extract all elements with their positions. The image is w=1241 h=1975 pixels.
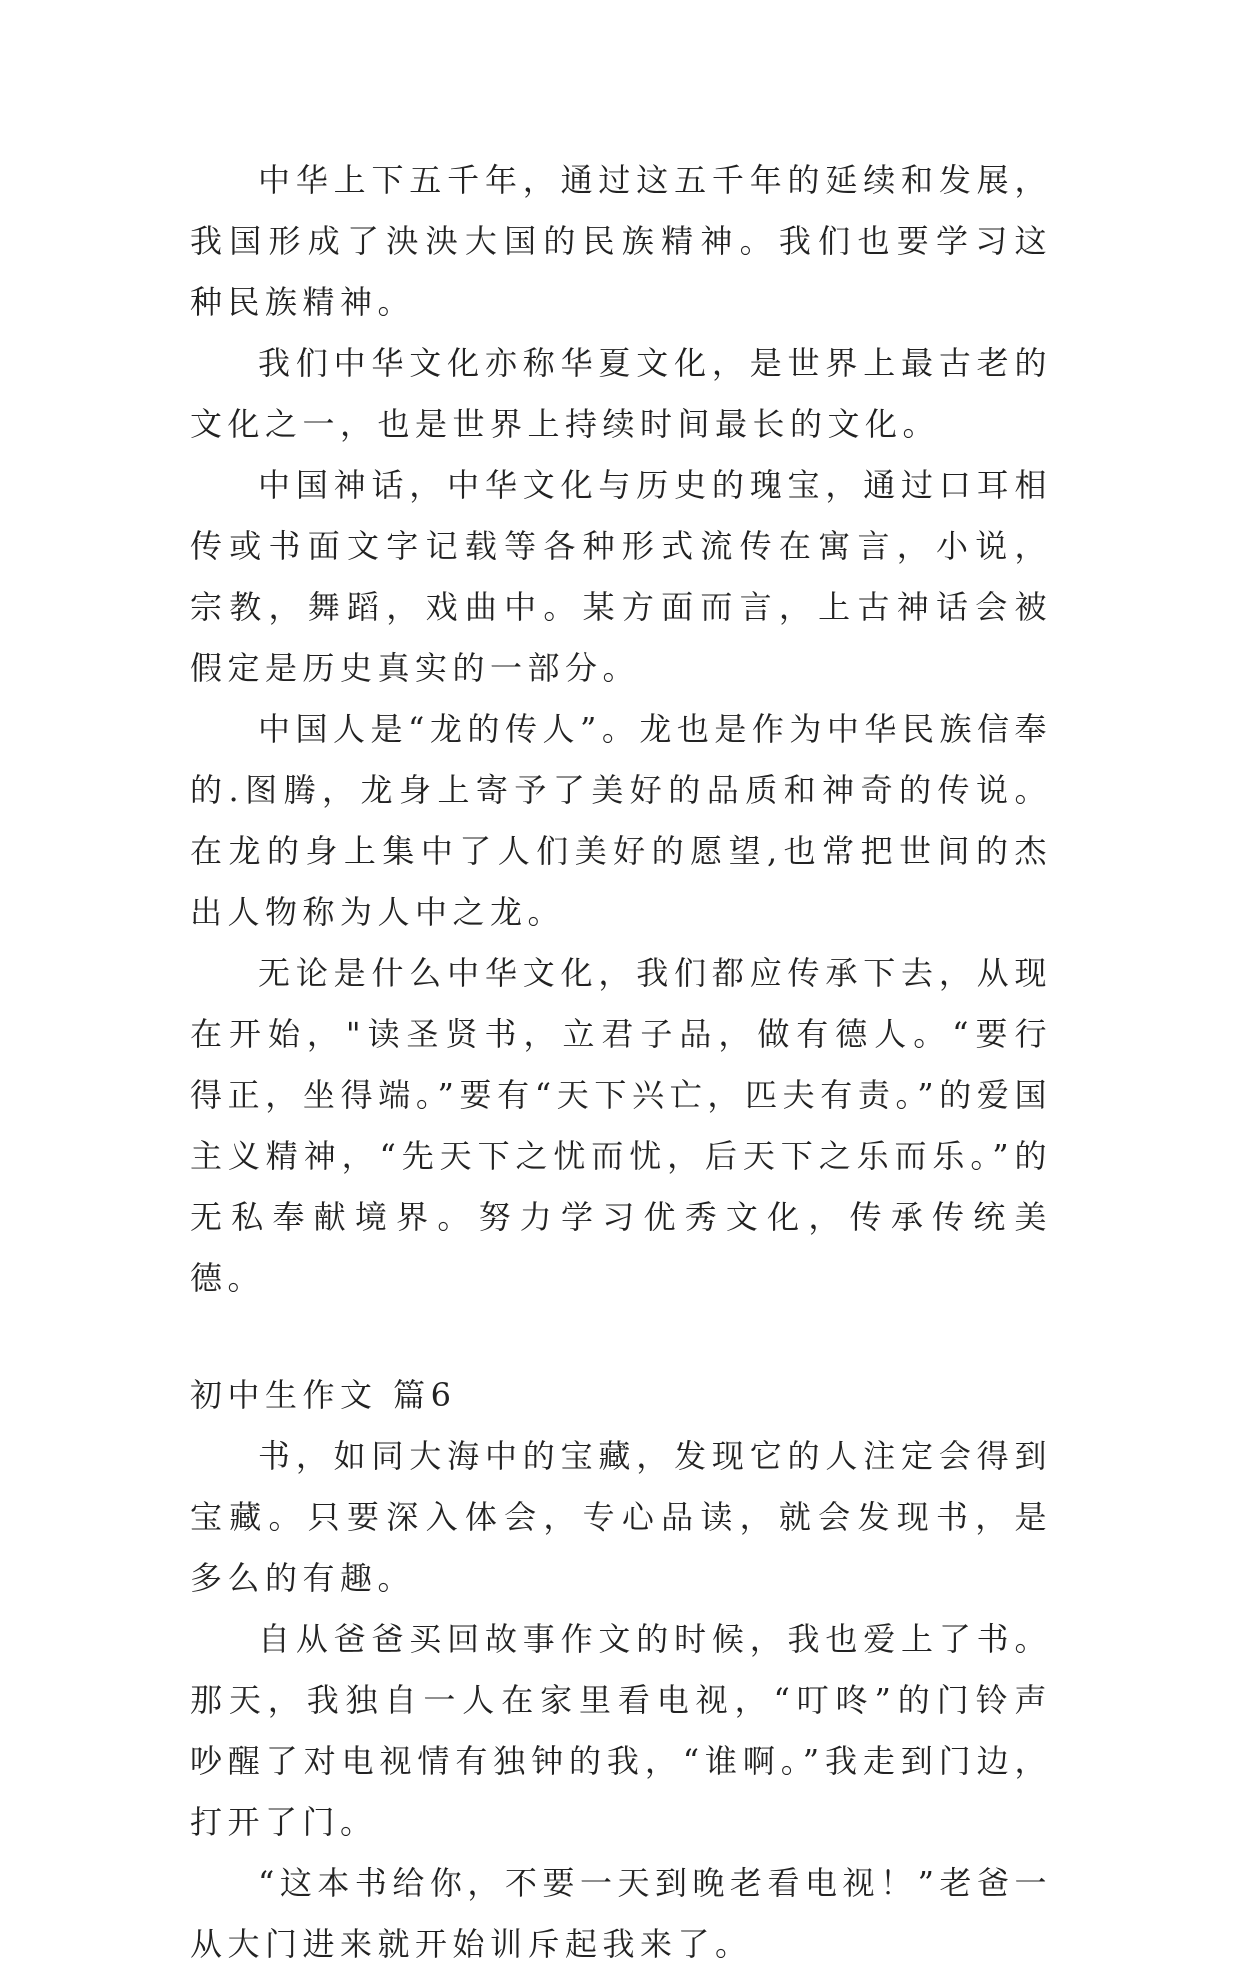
paragraph: “这本书给你，不要一天到晚老看电视！”老爸一从大门进来就开始训斥起我来了。 bbox=[190, 1864, 1052, 1963]
paragraph: 中国人是“龙的传人”。龙也是作为中华民族信奉的.图腾，龙身上寄予了美好的品质和神奇的传说。在龙的身上集中了人们美好的愿望,也常把世间的杰出人物称为人中之龙。 bbox=[190, 710, 1052, 931]
essay-heading: 初中生作文 篇6 bbox=[190, 1376, 457, 1414]
paragraph: 自从爸爸买回故事作文的时候，我也爱上了书。那天，我独自一人在家里看电视，“叮咚”的门铃声吵醒了对电视情有独钟的我，“谁啊。”我走到门边，打开了门。 bbox=[190, 1620, 1052, 1841]
paragraph: 无论是什么中华文化，我们都应传承下去，从现在开始，"读圣贤书，立君子品，做有德人。“要行得正，坐得端。”要有“天下兴亡，匹夫有责。”的爱国主义精神，“先天下之忧而忧，后天下之乐而乐。”的无私奉献境界。努力学习优秀文化，传承传统美德。 bbox=[190, 954, 1052, 1297]
paragraph: 书，如同大海中的宝藏，发现它的人注定会得到宝藏。只要深入体会，专心品读，就会发现书，是多么的有趣。 bbox=[190, 1437, 1052, 1597]
paragraph: 中国神话，中华文化与历史的瑰宝，通过口耳相传或书面文字记载等各种形式流传在寓言，小说，宗教，舞蹈，戏曲中。某方面而言，上古神话会被假定是历史真实的一部分。 bbox=[190, 466, 1052, 687]
paragraph: 中华上下五千年，通过这五千年的延续和发展，我国形成了泱泱大国的民族精神。我们也要学习这种民族精神。 bbox=[190, 161, 1052, 321]
document-page bbox=[190, 150, 1052, 1975]
paragraph: 我们中华文化亦称华夏文化，是世界上最古老的文化之一，也是世界上持续时间最长的文化。 bbox=[190, 344, 1052, 443]
